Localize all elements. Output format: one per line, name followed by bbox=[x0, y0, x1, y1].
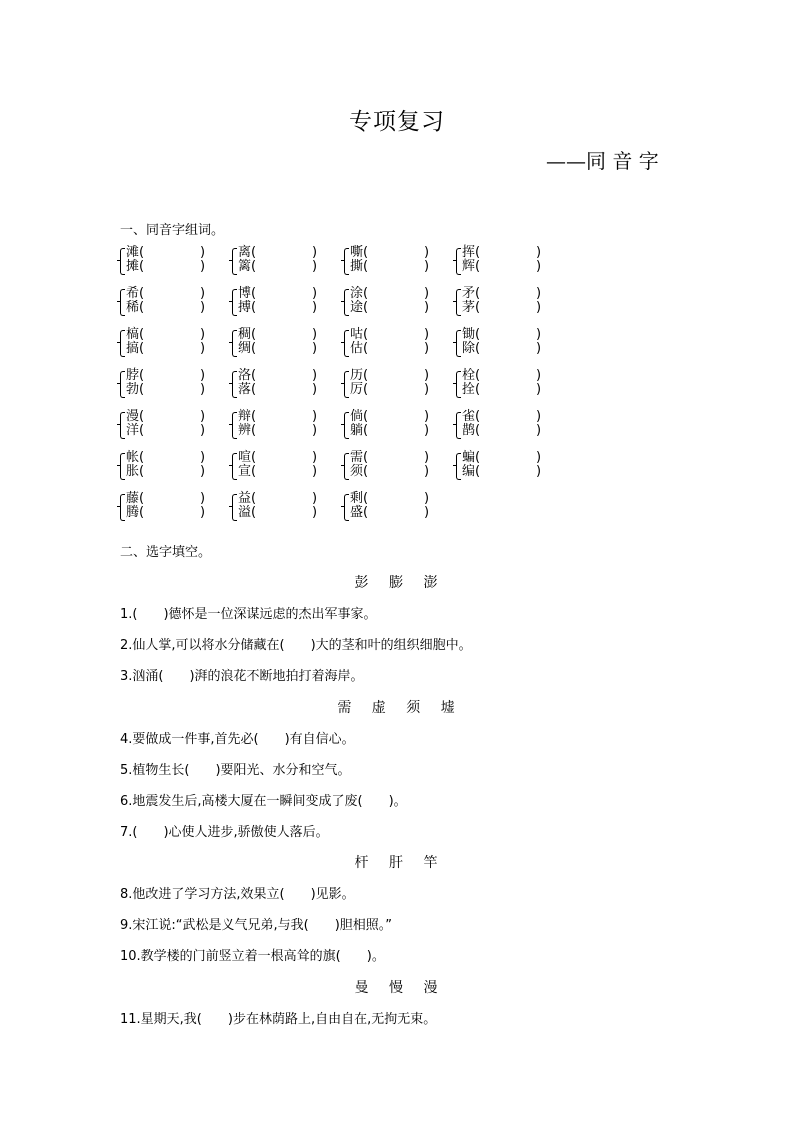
word-blank[interactable] bbox=[350, 300, 430, 315]
brace-mark bbox=[456, 453, 461, 480]
close-paren: ) bbox=[312, 382, 318, 397]
word-prefix: 估( bbox=[350, 341, 369, 356]
question-7: 7.( )心使人进步,骄傲使人落后。 bbox=[120, 825, 329, 840]
word-prefix: 挥( bbox=[462, 245, 481, 260]
word-blank[interactable] bbox=[126, 382, 206, 397]
word-prefix: 帐( bbox=[126, 450, 145, 465]
close-paren: ) bbox=[424, 450, 430, 465]
close-paren: ) bbox=[200, 245, 206, 260]
word-blank[interactable] bbox=[126, 368, 206, 383]
word-blank[interactable] bbox=[126, 423, 206, 438]
word-prefix: 辩( bbox=[238, 409, 257, 424]
close-paren: ) bbox=[312, 450, 318, 465]
brace-mark bbox=[344, 494, 349, 521]
homophone-pair bbox=[456, 451, 556, 481]
word-prefix: 篱( bbox=[238, 259, 257, 274]
section-1-heading: 一、同音字组词。 bbox=[120, 223, 225, 238]
close-paren: ) bbox=[536, 327, 542, 342]
word-prefix: 雀( bbox=[462, 409, 481, 424]
homophone-pair bbox=[120, 451, 220, 481]
close-paren: ) bbox=[312, 491, 318, 506]
close-paren: ) bbox=[200, 341, 206, 356]
close-paren: ) bbox=[536, 382, 542, 397]
word-blank[interactable] bbox=[462, 382, 542, 397]
close-paren: ) bbox=[200, 505, 206, 520]
word-prefix: 洛( bbox=[238, 368, 257, 383]
close-paren: ) bbox=[312, 368, 318, 383]
word-prefix: 蝙( bbox=[462, 450, 481, 465]
homophone-pair bbox=[120, 492, 220, 522]
homophone-pair bbox=[456, 246, 556, 276]
word-blank[interactable] bbox=[462, 286, 542, 301]
close-paren: ) bbox=[312, 423, 318, 438]
word-blank[interactable] bbox=[238, 341, 318, 356]
brace-mark bbox=[120, 330, 125, 357]
word-prefix: 盛( bbox=[350, 505, 369, 520]
word-prefix: 槁( bbox=[126, 327, 145, 342]
homophone-pair bbox=[120, 287, 220, 317]
word-prefix: 拴( bbox=[462, 382, 481, 397]
brace-mark bbox=[120, 248, 125, 275]
close-paren: ) bbox=[424, 505, 430, 520]
question-10: 10.教学楼的门前竖立着一根高耸的旗( )。 bbox=[120, 949, 385, 964]
word-prefix: 藤( bbox=[126, 491, 145, 506]
word-prefix: 嘶( bbox=[350, 245, 369, 260]
word-blank[interactable] bbox=[350, 259, 430, 274]
word-prefix: 除( bbox=[462, 341, 481, 356]
brace-mark bbox=[344, 289, 349, 316]
close-paren: ) bbox=[200, 491, 206, 506]
choices-group-3: 杆 肝 竿 bbox=[354, 855, 440, 871]
brace-mark bbox=[456, 371, 461, 398]
close-paren: ) bbox=[312, 409, 318, 424]
word-prefix: 鹊( bbox=[462, 423, 481, 438]
word-prefix: 宣( bbox=[238, 464, 257, 479]
word-blank[interactable] bbox=[462, 327, 542, 342]
page-subtitle: ——同 音 字 bbox=[546, 149, 659, 173]
word-prefix: 撕( bbox=[350, 259, 369, 274]
page-title: 专项复习 bbox=[349, 109, 445, 135]
homophone-pair bbox=[120, 246, 220, 276]
close-paren: ) bbox=[424, 368, 430, 383]
question-9: 9.宋江说:“武松是义气兄弟,与我( )胆相照。” bbox=[120, 918, 393, 933]
word-blank[interactable] bbox=[462, 341, 542, 356]
word-blank[interactable] bbox=[238, 368, 318, 383]
close-paren: ) bbox=[312, 286, 318, 301]
brace-mark bbox=[344, 248, 349, 275]
close-paren: ) bbox=[536, 259, 542, 274]
brace-mark bbox=[120, 371, 125, 398]
word-blank[interactable] bbox=[238, 327, 318, 342]
close-paren: ) bbox=[200, 286, 206, 301]
brace-mark bbox=[232, 412, 237, 439]
close-paren: ) bbox=[536, 368, 542, 383]
word-blank[interactable] bbox=[126, 286, 206, 301]
close-paren: ) bbox=[312, 341, 318, 356]
close-paren: ) bbox=[200, 259, 206, 274]
close-paren: ) bbox=[424, 423, 430, 438]
word-prefix: 溢( bbox=[238, 505, 257, 520]
word-blank[interactable] bbox=[462, 259, 542, 274]
section-2-heading: 二、选字填空。 bbox=[120, 545, 212, 560]
word-blank[interactable] bbox=[350, 464, 430, 479]
word-blank[interactable] bbox=[350, 341, 430, 356]
word-blank[interactable] bbox=[350, 245, 430, 260]
question-2: 2.仙人掌,可以将水分储藏在( )大的茎和叶的组织细胞中。 bbox=[120, 638, 472, 653]
word-prefix: 滩( bbox=[126, 245, 145, 260]
word-blank[interactable] bbox=[462, 450, 542, 465]
close-paren: ) bbox=[312, 464, 318, 479]
word-blank[interactable] bbox=[238, 423, 318, 438]
close-paren: ) bbox=[536, 409, 542, 424]
word-prefix: 剩( bbox=[350, 491, 369, 506]
word-prefix: 躺( bbox=[350, 423, 369, 438]
word-blank[interactable] bbox=[126, 491, 206, 506]
brace-mark bbox=[456, 412, 461, 439]
word-blank[interactable] bbox=[126, 409, 206, 424]
homophone-pair bbox=[232, 287, 332, 317]
brace-mark bbox=[232, 248, 237, 275]
close-paren: ) bbox=[200, 423, 206, 438]
homophone-pair bbox=[344, 328, 444, 358]
word-prefix: 博( bbox=[238, 286, 257, 301]
homophone-pair bbox=[120, 328, 220, 358]
word-prefix: 益( bbox=[238, 491, 257, 506]
homophone-pair bbox=[232, 328, 332, 358]
word-blank[interactable] bbox=[350, 368, 430, 383]
word-prefix: 脖( bbox=[126, 368, 145, 383]
word-blank[interactable] bbox=[126, 259, 206, 274]
word-blank[interactable] bbox=[238, 382, 318, 397]
word-blank[interactable] bbox=[238, 409, 318, 424]
brace-mark bbox=[344, 330, 349, 357]
word-prefix: 辨( bbox=[238, 423, 257, 438]
close-paren: ) bbox=[424, 491, 430, 506]
brace-mark bbox=[232, 453, 237, 480]
word-blank[interactable] bbox=[350, 491, 430, 506]
word-blank[interactable] bbox=[126, 341, 206, 356]
word-blank[interactable] bbox=[350, 450, 430, 465]
word-blank[interactable] bbox=[462, 368, 542, 383]
word-blank[interactable] bbox=[126, 327, 206, 342]
brace-mark bbox=[344, 412, 349, 439]
word-prefix: 绸( bbox=[238, 341, 257, 356]
word-blank[interactable] bbox=[462, 409, 542, 424]
homophone-pair bbox=[456, 369, 556, 399]
homophone-pair bbox=[232, 451, 332, 481]
close-paren: ) bbox=[200, 382, 206, 397]
word-blank[interactable] bbox=[350, 382, 430, 397]
choices-group-4: 曼 慢 漫 bbox=[354, 980, 440, 996]
close-paren: ) bbox=[312, 300, 318, 315]
homophone-pair bbox=[344, 369, 444, 399]
close-paren: ) bbox=[424, 341, 430, 356]
word-blank[interactable] bbox=[126, 300, 206, 315]
word-prefix: 漫( bbox=[126, 409, 145, 424]
word-prefix: 搏( bbox=[238, 300, 257, 315]
close-paren: ) bbox=[424, 382, 430, 397]
brace-mark bbox=[232, 494, 237, 521]
close-paren: ) bbox=[200, 409, 206, 424]
word-blank[interactable] bbox=[126, 464, 206, 479]
word-blank[interactable] bbox=[238, 464, 318, 479]
homophone-pair bbox=[344, 287, 444, 317]
question-3: 3.汹涌( )湃的浪花不断地拍打着海岸。 bbox=[120, 669, 364, 684]
close-paren: ) bbox=[536, 245, 542, 260]
word-blank[interactable] bbox=[462, 300, 542, 315]
word-blank[interactable] bbox=[126, 245, 206, 260]
close-paren: ) bbox=[536, 450, 542, 465]
question-6: 6.地震发生后,高楼大厦在一瞬间变成了废( )。 bbox=[120, 794, 407, 809]
brace-mark bbox=[120, 289, 125, 316]
word-prefix: 稠( bbox=[238, 327, 257, 342]
close-paren: ) bbox=[536, 300, 542, 315]
word-prefix: 编( bbox=[462, 464, 481, 479]
word-blank[interactable] bbox=[462, 423, 542, 438]
brace-mark bbox=[232, 371, 237, 398]
homophone-pair bbox=[456, 287, 556, 317]
word-blank[interactable] bbox=[238, 259, 318, 274]
close-paren: ) bbox=[200, 464, 206, 479]
question-5: 5.植物生长( )要阳光、水分和空气。 bbox=[120, 763, 351, 778]
word-blank[interactable] bbox=[238, 245, 318, 260]
word-prefix: 稀( bbox=[126, 300, 145, 315]
brace-mark bbox=[456, 248, 461, 275]
word-prefix: 倘( bbox=[350, 409, 369, 424]
word-blank[interactable] bbox=[350, 327, 430, 342]
word-prefix: 咕( bbox=[350, 327, 369, 342]
close-paren: ) bbox=[536, 423, 542, 438]
word-prefix: 厉( bbox=[350, 382, 369, 397]
brace-mark bbox=[232, 330, 237, 357]
homophone-pair bbox=[232, 410, 332, 440]
word-blank[interactable] bbox=[462, 464, 542, 479]
close-paren: ) bbox=[424, 327, 430, 342]
close-paren: ) bbox=[200, 300, 206, 315]
question-4: 4.要做成一件事,首先必( )有自信心。 bbox=[120, 732, 355, 747]
close-paren: ) bbox=[312, 245, 318, 260]
word-prefix: 勃( bbox=[126, 382, 145, 397]
word-prefix: 搞( bbox=[126, 341, 145, 356]
homophone-grid bbox=[120, 246, 560, 526]
word-blank[interactable] bbox=[238, 286, 318, 301]
homophone-pair bbox=[232, 369, 332, 399]
homophone-pair bbox=[120, 410, 220, 440]
word-prefix: 途( bbox=[350, 300, 369, 315]
word-blank[interactable] bbox=[350, 505, 430, 520]
brace-mark bbox=[120, 494, 125, 521]
word-prefix: 落( bbox=[238, 382, 257, 397]
word-blank[interactable] bbox=[238, 450, 318, 465]
homophone-pair bbox=[456, 410, 556, 440]
word-blank[interactable] bbox=[126, 505, 206, 520]
homophone-pair bbox=[120, 369, 220, 399]
brace-mark bbox=[120, 453, 125, 480]
word-prefix: 锄( bbox=[462, 327, 481, 342]
close-paren: ) bbox=[200, 327, 206, 342]
word-prefix: 需( bbox=[350, 450, 369, 465]
brace-mark bbox=[456, 330, 461, 357]
word-prefix: 喧( bbox=[238, 450, 257, 465]
word-prefix: 历( bbox=[350, 368, 369, 383]
homophone-pair bbox=[456, 328, 556, 358]
word-blank[interactable] bbox=[126, 450, 206, 465]
homophone-pair bbox=[344, 410, 444, 440]
brace-mark bbox=[344, 371, 349, 398]
choices-group-2: 需 虚 须 墟 bbox=[337, 700, 457, 716]
close-paren: ) bbox=[536, 341, 542, 356]
word-prefix: 茅( bbox=[462, 300, 481, 315]
word-prefix: 矛( bbox=[462, 286, 481, 301]
close-paren: ) bbox=[312, 505, 318, 520]
homophone-pair bbox=[344, 492, 444, 522]
close-paren: ) bbox=[424, 300, 430, 315]
close-paren: ) bbox=[424, 245, 430, 260]
homophone-pair bbox=[232, 492, 332, 522]
close-paren: ) bbox=[312, 327, 318, 342]
close-paren: ) bbox=[536, 464, 542, 479]
word-prefix: 辉( bbox=[462, 259, 481, 274]
word-blank[interactable] bbox=[350, 423, 430, 438]
brace-mark bbox=[232, 289, 237, 316]
word-prefix: 须( bbox=[350, 464, 369, 479]
close-paren: ) bbox=[424, 286, 430, 301]
word-blank[interactable] bbox=[350, 286, 430, 301]
word-prefix: 摊( bbox=[126, 259, 145, 274]
close-paren: ) bbox=[312, 259, 318, 274]
homophone-pair bbox=[344, 451, 444, 481]
close-paren: ) bbox=[424, 464, 430, 479]
word-blank[interactable] bbox=[350, 409, 430, 424]
brace-mark bbox=[120, 412, 125, 439]
question-8: 8.他改进了学习方法,效果立( )见影。 bbox=[120, 887, 355, 902]
close-paren: ) bbox=[200, 450, 206, 465]
word-prefix: 希( bbox=[126, 286, 145, 301]
close-paren: ) bbox=[424, 409, 430, 424]
word-prefix: 洋( bbox=[126, 423, 145, 438]
word-prefix: 腾( bbox=[126, 505, 145, 520]
close-paren: ) bbox=[200, 368, 206, 383]
word-prefix: 涂( bbox=[350, 286, 369, 301]
word-prefix: 栓( bbox=[462, 368, 481, 383]
word-prefix: 离( bbox=[238, 245, 257, 260]
close-paren: ) bbox=[424, 259, 430, 274]
word-blank[interactable] bbox=[238, 505, 318, 520]
brace-mark bbox=[344, 453, 349, 480]
homophone-pair bbox=[232, 246, 332, 276]
brace-mark bbox=[456, 289, 461, 316]
question-11: 11.星期天,我( )步在林荫路上,自由自在,无拘无束。 bbox=[120, 1012, 437, 1027]
homophone-pair bbox=[344, 246, 444, 276]
word-blank[interactable] bbox=[238, 300, 318, 315]
word-blank[interactable] bbox=[238, 491, 318, 506]
question-1: 1.( )德怀是一位深谋远虑的杰出军事家。 bbox=[120, 607, 377, 622]
word-blank[interactable] bbox=[462, 245, 542, 260]
choices-group-1: 彭 膨 澎 bbox=[354, 575, 440, 591]
word-prefix: 胀( bbox=[126, 464, 145, 479]
close-paren: ) bbox=[536, 286, 542, 301]
